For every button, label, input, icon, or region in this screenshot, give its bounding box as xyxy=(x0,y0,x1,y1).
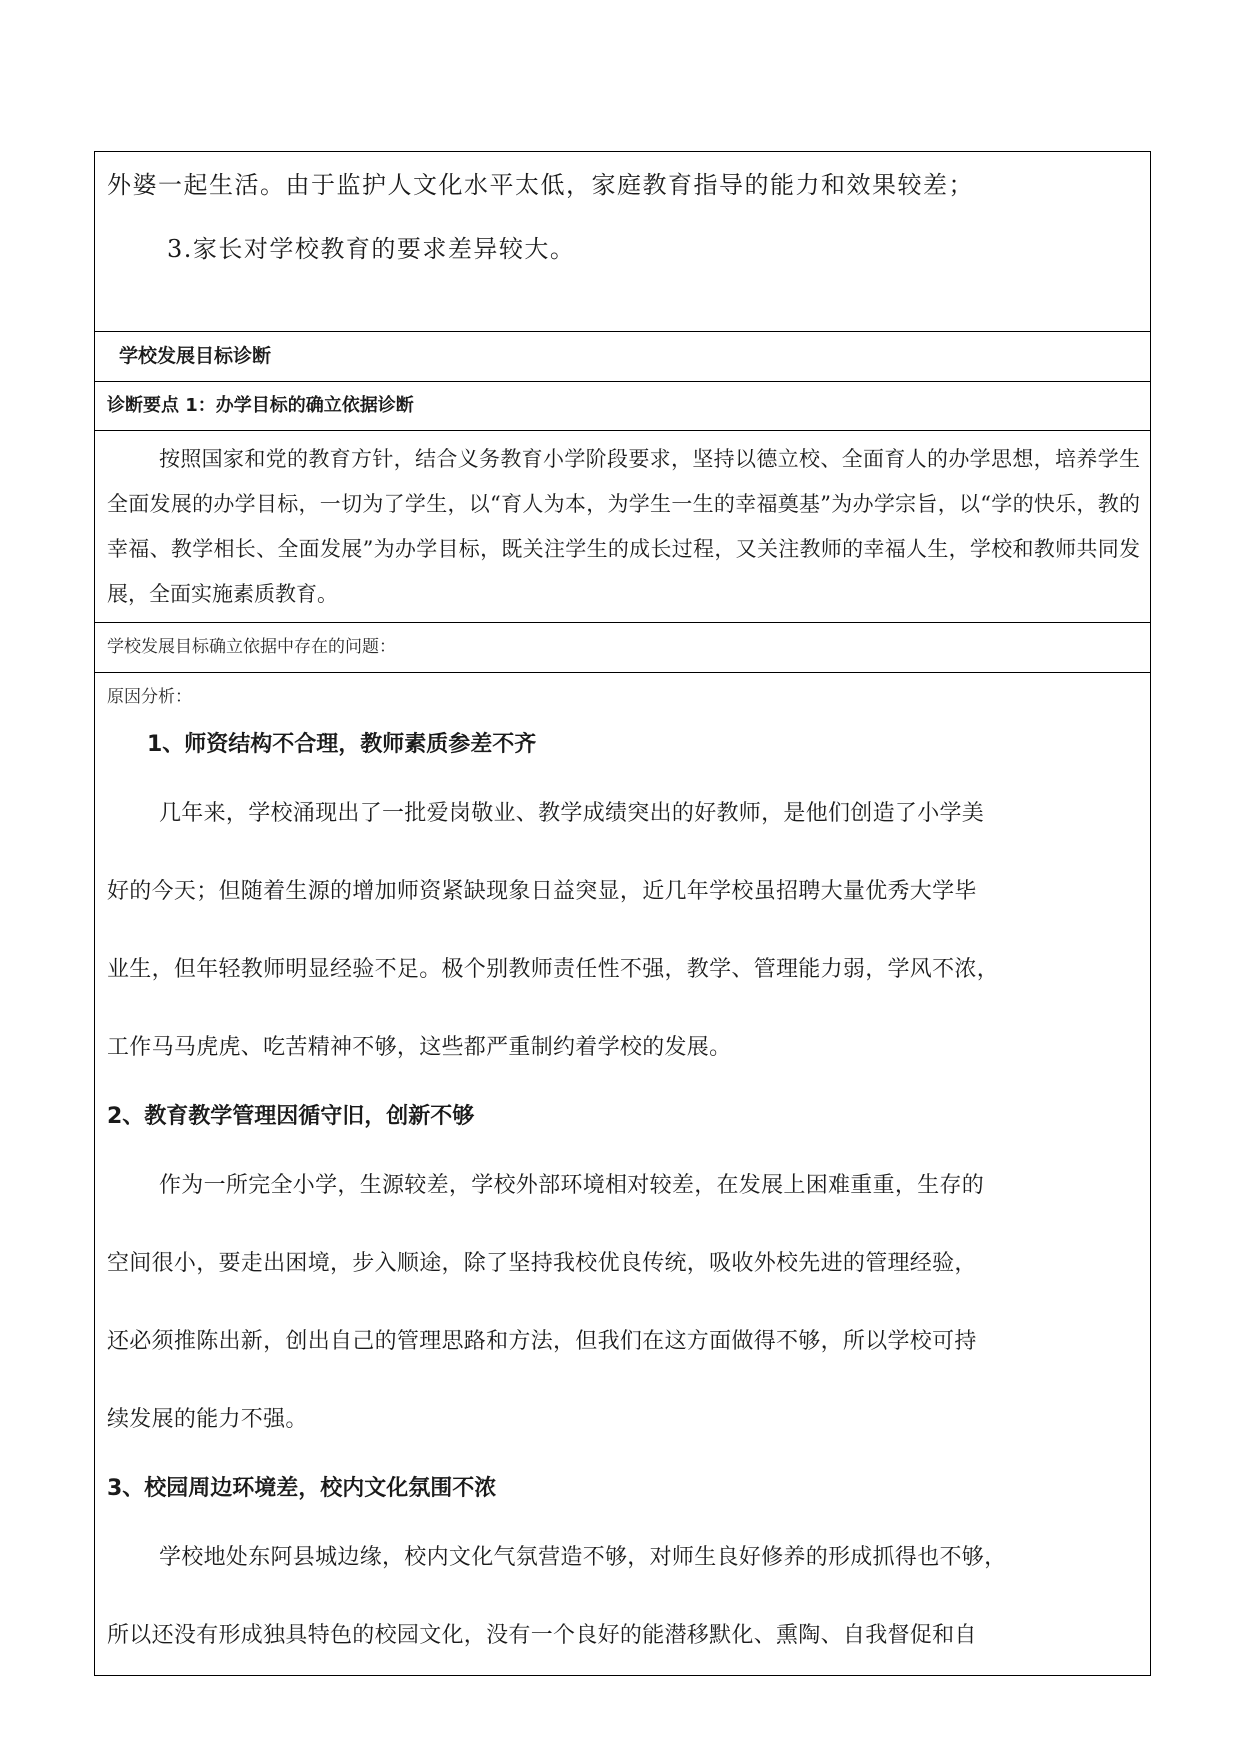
cause-2-line-2: 空间很小，要走出困境，步入顺途，除了坚持我校优良传统，吸收外校先进的管理经验， xyxy=(107,1251,977,1276)
issues-label: 学校发展目标确立依据中存在的问题： xyxy=(107,637,396,657)
basis-paragraph: 按照国家和党的教育方针，结合义务教育小学阶段要求，坚持以德立校、全面育人的办学思想，培养学生全面发展的办学目标，一切为了学生，以“育人为本，为学生一生的幸福奠基”为办学宗旨，以“学的快乐，教的幸福、教学相长、全面发展”为办学目标，既关注学生的成长过程，又关注教师的幸福人生，学校和教师共同发展，全面实施素质教育。 xyxy=(107,447,1140,606)
continuation-line-1: 外婆一起生活。由于监护人文化水平太低，家庭教育指导的能力和效果较差； xyxy=(107,171,974,199)
key-point-row xyxy=(95,382,1151,431)
basis-paragraph-cell xyxy=(95,431,1151,623)
cause-3-line-2: 所以还没有形成独具特色的校园文化，没有一个良好的能潜移默化、熏陶、自我督促和自 xyxy=(107,1623,977,1648)
analysis-label: 原因分析： xyxy=(107,687,192,707)
cause-2-line-3: 还必须推陈出新，创出自己的管理思路和方法，但我们在这方面做得不够，所以学校可持 xyxy=(107,1329,977,1354)
key-point-cell xyxy=(95,382,1151,431)
cause-1-line-3: 业生，但年轻教师明显经验不足。极个别教师责任性不强，教学、管理能力弱，学风不浓， xyxy=(107,957,1000,982)
cause-2-line-1: 作为一所完全小学，生源较差，学校外部环境相对较差，在发展上困难重重，生存的 xyxy=(159,1173,985,1198)
cause-3-line-1: 学校地处东阿县城边缘，校内文化气氛营造不够，对师生良好修养的形成抓得也不够， xyxy=(159,1545,1007,1570)
continuation-cell xyxy=(95,152,1151,332)
continuation-line-2: 3.家长对学校教育的要求差异较大。 xyxy=(167,235,576,263)
issues-row xyxy=(95,623,1151,673)
basis-paragraph-row xyxy=(95,431,1151,623)
key-point-title: 诊断要点 1：办学目标的确立依据诊断 xyxy=(107,395,414,416)
continuation-row xyxy=(95,152,1151,332)
cause-1-line-4: 工作马马虎虎、吃苦精神不够，这些都严重制约着学校的发展。 xyxy=(107,1035,732,1060)
analysis-cell xyxy=(95,673,1151,1676)
section-heading-row xyxy=(95,332,1151,382)
cause-heading-2: 2、教育教学管理因循守旧，创新不够 xyxy=(107,1104,475,1129)
cause-heading-1: 1、师资结构不合理，教师素质参差不齐 xyxy=(147,732,537,757)
issues-cell xyxy=(95,623,1151,673)
section-heading-cell xyxy=(95,332,1151,382)
cause-1-line-1: 几年来，学校涌现出了一批爱岗敬业、教学成绩突出的好教师，是他们创造了小学美 xyxy=(159,801,985,826)
cause-heading-3: 3、校园周边环境差，校内文化氛围不浓 xyxy=(107,1476,497,1501)
diagnosis-table xyxy=(94,151,1151,1676)
cause-2-line-4: 续发展的能力不强。 xyxy=(107,1407,308,1432)
analysis-row xyxy=(95,673,1151,1676)
section-heading: 学校发展目标诊断 xyxy=(119,345,272,367)
cause-1-line-2: 好的今天；但随着生源的增加师资紧缺现象日益突显，近几年学校虽招聘大量优秀大学毕 xyxy=(107,879,977,904)
